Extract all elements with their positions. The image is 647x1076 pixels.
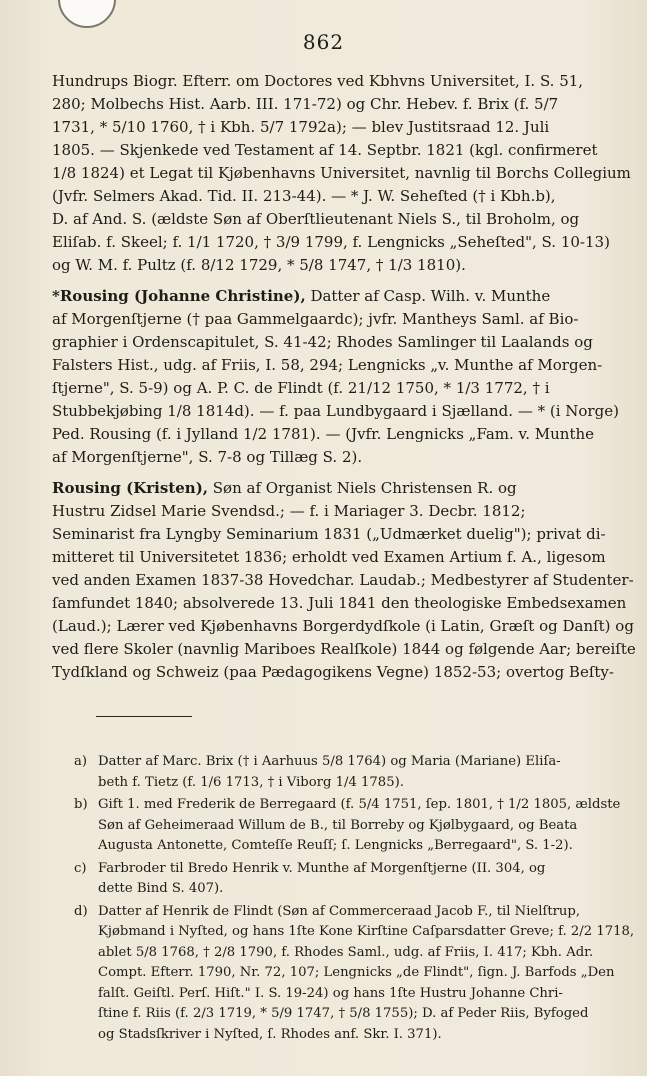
text-line: ſamfundet 1840; absolverede 13. Juli 1841 den theologiske Embedsexamen bbox=[52, 594, 627, 612]
text-line: D. af And. S. (ældste Søn af Oberſtlieutenant Niels S., til Broholm, og bbox=[52, 210, 580, 228]
footnote-body bbox=[98, 859, 644, 900]
text-line: 1805. — Skjenkede ved Testament af 14. Septbr. 1821 (kgl. confirmeret bbox=[52, 141, 598, 159]
text-line: 280; Molbechs Hist. Aarb. III. 171-72) og Chr. Hebev. f. Brix (f. 5/7 bbox=[52, 95, 559, 113]
entry-rousing-johanne bbox=[52, 285, 644, 469]
page-number: 862 bbox=[302, 30, 345, 54]
text-line: ſtine f. Riis (f. 2/3 1719, * 5/9 1747, † 5/8 1755); D. af Peder Riis, Byfoged bbox=[98, 1006, 589, 1021]
text-line: (Jvfr. Selmers Akad. Tid. II. 213-44). — * J. W. Seheſted († i Kbh.b), bbox=[52, 187, 556, 205]
text-line: Gift 1. med Frederik de Berregaard (f. 5/4 1751, ſep. 1801, † 1/2 1805, ældste bbox=[98, 797, 621, 812]
text-line: Hundrups Biogr. Efterr. om Doctores ved Kbhvns Universitet, I. S. 51, bbox=[52, 72, 584, 90]
text-line: graphier i Ordenscapitulet, S. 41-42; Rhodes Samlinger til Laalands og bbox=[52, 333, 593, 351]
text-line: Compt. Efterr. 1790, Nr. 72, 107; Lengnicks „de Flindt", ſign. J. Barfods „Den bbox=[98, 965, 615, 980]
text-line: Farbroder til Bredo Henrik v. Munthe af Morgenſtjerne (II. 304, og bbox=[98, 860, 546, 876]
text-line: af Morgenſtjerne († paa Gammelgaardc); jvfr. Mantheys Saml. af Bio- bbox=[52, 310, 579, 328]
text-line: ſtjerne", S. 5-9) og A. P. C. de Flindt (f. 21/12 1750, * 1/3 1772, † i bbox=[52, 379, 550, 397]
text-line: ved anden Examen 1837-38 Hovedchar. Laudab.; Medbestyrer af Studenter- bbox=[52, 571, 634, 589]
text-line: 1731, * 5/10 1760, † i Kbh. 5/7 1792a); — blev Justitsraad 12. Juli bbox=[52, 118, 550, 136]
footnote-b bbox=[74, 795, 644, 857]
text-line: Eliſab. f. Skeel; f. 1/1 1720, † 3/9 1799, f. Lengnicks „Seheſted", S. 10-13) bbox=[52, 233, 610, 251]
footnotes bbox=[74, 752, 644, 1047]
text-line: og W. M. f. Pultz (f. 8/12 1729, * 5/8 1747, † 1/3 1810). bbox=[52, 256, 466, 274]
footnote-body bbox=[98, 902, 644, 1046]
footnote-marker: b) bbox=[74, 797, 88, 812]
text-line: Tydſkland og Schweiz (paa Pædagogikens Vegne) 1852-53; overtog Beſty- bbox=[52, 663, 614, 681]
footnote-divider bbox=[96, 716, 192, 717]
text-line: Søn af Geheimeraad Willum de B., til Borreby og Kjølbygaard, og Beata bbox=[98, 817, 578, 833]
text-line: ablet 5/8 1768, † 2/8 1790, f. Rhodes Saml., udg. af Friis, I. 417; Kbh. Adr. bbox=[98, 944, 594, 960]
footnote-d bbox=[74, 902, 644, 1046]
entry-rousing-kristen bbox=[52, 477, 644, 684]
paragraph-brix bbox=[52, 70, 644, 277]
text-line: Augusta Antonette, Comteſſe Reuſſ; ſ. Lengnicks „Berregaard", S. 1-2). bbox=[98, 838, 573, 853]
footnote-marker: d) bbox=[74, 903, 88, 919]
text-line: falſt. Geiſtl. Perſ. Hiſt." I. S. 19-24) og hans 1ſte Hustru Johanne Chri- bbox=[98, 985, 563, 1001]
footnote-a bbox=[74, 752, 644, 793]
text-line: af Morgenſtjerne", S. 7-8 og Tillæg S. 2). bbox=[52, 448, 363, 466]
text-line: Datter af Henrik de Flindt (Søn af Commerceraad Jacob F., til Nielſtrup, bbox=[98, 903, 581, 919]
entry-heading: *Rousing (Johanne Christine), bbox=[52, 287, 306, 305]
text-line: Hustru Zidsel Marie Svendsd.; — f. i Mariager 3. Decbr. 1812; bbox=[52, 502, 526, 520]
text-line: og Stadsſkriver i Nyſted, ſ. Rhodes anf. Skr. I. 371). bbox=[98, 1026, 442, 1042]
binding-hole bbox=[58, 0, 116, 28]
text-line: Seminarist fra Lyngby Seminarium 1831 („Udmærket duelig"); privat di- bbox=[52, 525, 606, 543]
text-line: beth f. Tietz (f. 1/6 1713, † i Viborg 1/4 1785). bbox=[98, 774, 404, 790]
text-line: Stubbekjøbing 1/8 1814d). — f. paa Lundbygaard i Sjælland. — * (i Norge) bbox=[52, 402, 619, 420]
main-text bbox=[52, 70, 644, 684]
text-line: mitteret til Universitetet 1836; erholdt ved Examen Artium f. A., ligesom bbox=[52, 548, 606, 566]
footnote-body bbox=[98, 752, 644, 793]
text-fragment: Søn af Organist Niels Christensen R. og bbox=[208, 479, 517, 497]
text-line bbox=[52, 477, 644, 500]
text-line: ved flere Skoler (navnlig Mariboes Realſkole) 1844 og følgende Aar; bereiſte bbox=[52, 640, 636, 658]
text-line: (Laud.); Lærer ved Kjøbenhavns Borgerdydſkole (i Latin, Græſt og Danſt) og bbox=[52, 617, 634, 635]
text-fragment: Datter af Casp. Wilh. v. Munthe bbox=[305, 287, 551, 305]
text-line: dette Bind S. 407). bbox=[98, 881, 224, 896]
text-line: 1/8 1824) et Legat til Kjøbenhavns Universitet, navnlig til Borchs Collegium bbox=[52, 164, 631, 182]
text-line bbox=[52, 285, 644, 308]
text-line: Kjøbmand i Nyſted, og hans 1ſte Kone Kirſtine Caſparsdatter Greve; f. 2/2 1718, bbox=[98, 924, 635, 939]
footnote-body bbox=[98, 795, 644, 857]
text-line: Ped. Rousing (f. i Jylland 1/2 1781). — (Jvfr. Lengnicks „Fam. v. Munthe bbox=[52, 425, 595, 443]
footnote-marker: c) bbox=[74, 860, 87, 876]
text-line: Falsters Hist., udg. af Friis, I. 58, 294; Lengnicks „v. Munthe af Morgen- bbox=[52, 356, 603, 374]
footnote-c bbox=[74, 859, 644, 900]
text-line: Datter af Marc. Brix († i Aarhuus 5/8 1764) og Maria (Mariane) Eliſa- bbox=[98, 754, 561, 769]
footnote-marker: a) bbox=[74, 754, 88, 769]
entry-heading: Rousing (Kristen), bbox=[52, 479, 209, 497]
